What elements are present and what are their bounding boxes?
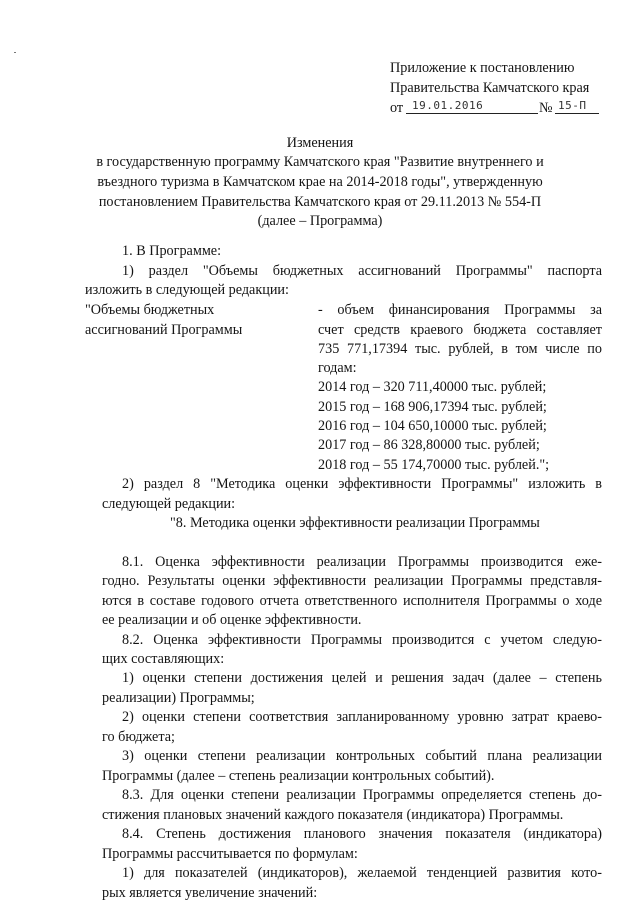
table-right-line-4: годам: <box>318 360 357 376</box>
year-2016: 2016 год – 104 650,10000 тыс. рублей; <box>318 418 547 434</box>
header-line-2: Правительства Камчатского края <box>390 80 590 96</box>
p84-1-line-1: 1) для показателей (индикаторов), желаемой тенденцией развития кото- <box>122 865 602 881</box>
p82-line-2: щих составляющих: <box>102 651 225 667</box>
header-number-prefix: № <box>539 100 553 116</box>
p84-line-1: 8.4. Степень достижения планового значения показателя (индикатора) <box>122 826 602 842</box>
header-date-prefix: от <box>390 100 404 116</box>
year-2015: 2015 год – 168 906,17394 тыс. рублей; <box>318 399 547 415</box>
item1-line-1: 1) раздел "Объемы бюджетных ассигнований Программы" паспорта <box>122 263 602 279</box>
year-2014: 2014 год – 320 711,40000 тыс. рублей; <box>318 379 547 395</box>
item1-line-2: изложить в следующей редакции: <box>85 282 289 298</box>
table-left-line-2: ассигнований Программы <box>85 322 243 338</box>
section8-title: "8. Методика оценки эффективности реализации Программы <box>170 515 540 531</box>
p82-3-line-1: 3) оценки степени реализации контрольных событий плана реализации <box>122 748 602 764</box>
p81-line-1: 8.1. Оценка эффективности реализации Программы производится еже- <box>122 554 602 570</box>
p82-3-line-2: Программы (далее – степень реализации контрольных событий). <box>102 768 495 784</box>
p83-line-1: 8.3. Для оценки степени реализации Программы определяется степень до- <box>122 787 602 803</box>
title-line-3: постановлением Правительства Камчатского края от 29.11.2013 № 554-П <box>98 194 542 210</box>
section1-intro: 1. В Программе: <box>122 243 222 259</box>
year-2018: 2018 год – 55 174,70000 тыс. рублей."; <box>318 457 550 473</box>
p81-line-4: ее реализации и об оценке эффективности. <box>102 612 362 628</box>
p84-1-line-2: рых является увеличение значений: <box>102 885 318 901</box>
title-line-1: в государственную программу Камчатского края "Развитие внутреннего и <box>96 154 544 170</box>
p84-line-2: Программы рассчитывается по формулам: <box>102 846 358 862</box>
title-line-4: (далее – Программа) <box>257 213 383 229</box>
table-right-line-3: 735 771,17394 тыс. рублей, в том числе по <box>318 341 602 357</box>
document-title: Изменения <box>286 135 354 151</box>
table-right-line-1: - объем финансирования Программы за <box>318 302 602 318</box>
date-value: 19.01.2016 <box>412 99 484 112</box>
scan-mark <box>14 52 16 53</box>
table-right-line-2: счет средств краевого бюджета составляет <box>318 322 602 338</box>
p81-line-2: годно. Результаты оценки эффективности реализации Программы представля- <box>102 573 602 589</box>
p83-line-2: стижения плановых значений каждого показателя (индикатора) Программы. <box>102 807 564 823</box>
year-2017: 2017 год – 86 328,80000 тыс. рублей; <box>318 437 540 453</box>
p82-line-1: 8.2. Оценка эффективности Программы производится с учетом следую- <box>122 632 602 648</box>
number-value: 15-П <box>558 99 587 112</box>
p81-line-3: ются в составе годового отчета ответственного исполнителя Программы о ходе <box>102 593 602 609</box>
table-left-line-1: "Объемы бюджетных <box>85 302 215 318</box>
title-line-2: въездного туризма в Камчатском крае на 2014-2018 годы", утвержденную <box>97 174 543 190</box>
item2-line-2: следующей редакции: <box>102 496 236 512</box>
p82-2-line-2: го бюджета; <box>102 729 175 745</box>
item2-line-1: 2) раздел 8 "Методика оценки эффективности Программы" изложить в <box>122 476 602 492</box>
p82-1-line-1: 1) оценки степени достижения целей и решения задач (далее – степень <box>122 670 602 686</box>
p82-2-line-1: 2) оценки степени соответствия запланированному уровню затрат краево- <box>122 709 602 725</box>
header-line-1: Приложение к постановлению <box>390 60 575 76</box>
p82-1-line-2: реализации) Программы; <box>102 690 255 706</box>
